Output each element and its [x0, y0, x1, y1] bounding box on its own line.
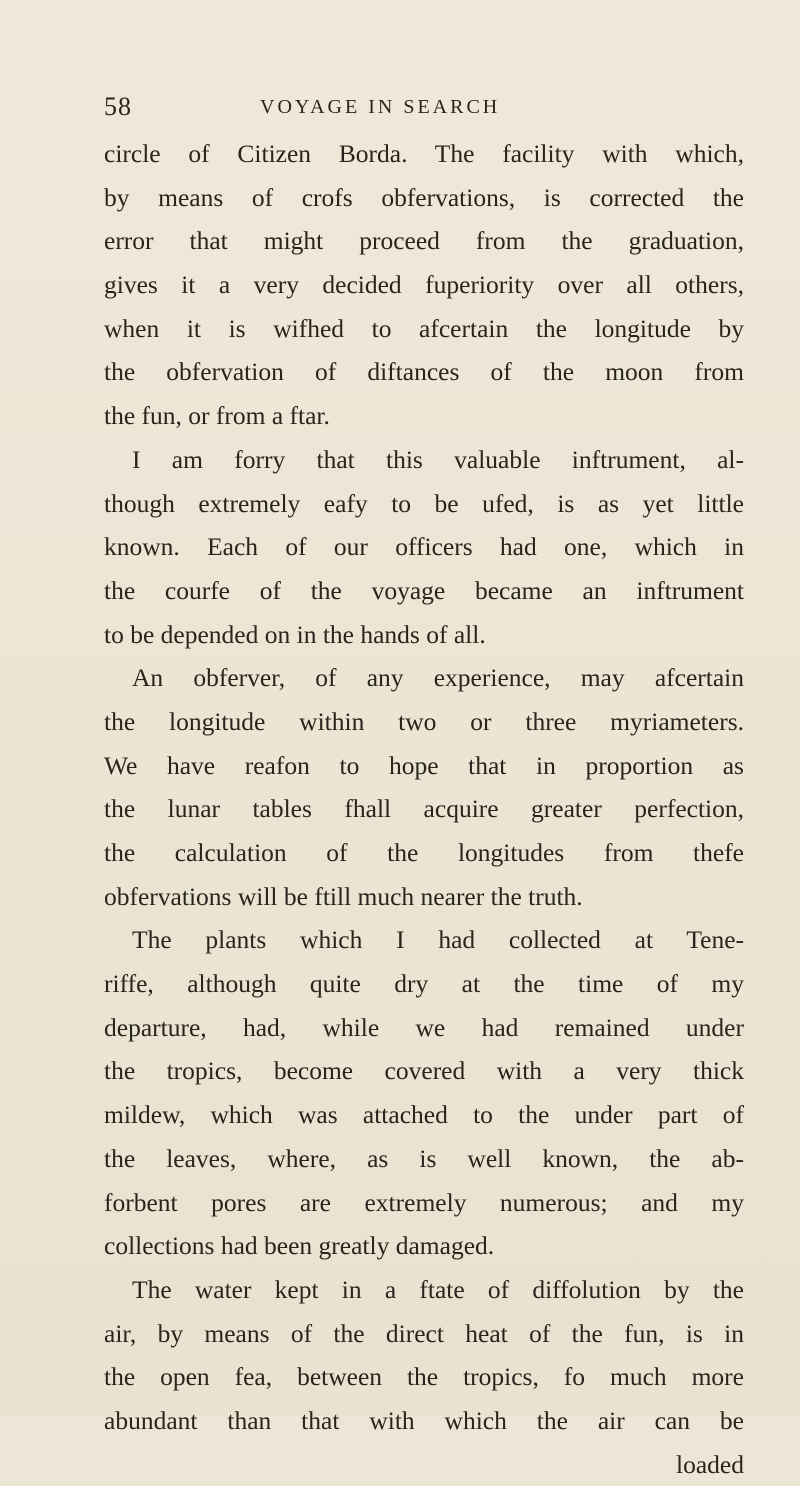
- text-line: departure, had, while we had remained under: [104, 1012, 744, 1042]
- text-line: the open fea, between the tropics, fo much more: [104, 1362, 744, 1392]
- text-line: the lunar tables fhall acquire greater perfection,: [104, 794, 744, 824]
- text-line: I am forry that this valuable inftrument, al-: [132, 444, 744, 474]
- text-line: to be depended on in the hands of all.: [104, 619, 486, 649]
- body-text: [104, 132, 744, 1486]
- page-number: 58: [104, 92, 132, 121]
- text-line: the courfe of the voyage became an inftrument: [104, 575, 744, 605]
- catchword: loaded: [676, 1449, 744, 1479]
- running-title: VOYAGE IN SEARCH: [260, 96, 501, 118]
- text-line: when it is wifhed to afcertain the longitude by: [104, 313, 744, 343]
- text-line: collections had been greatly damaged.: [104, 1231, 495, 1261]
- running-head: [104, 92, 744, 132]
- text-line: obfervations will be ftill much nearer the truth.: [104, 881, 583, 911]
- text-line: known. Each of our officers had one, which in: [104, 532, 744, 562]
- text-line: the tropics, become covered with a very thick: [104, 1056, 744, 1086]
- text-line: mildew, which was attached to the under part of: [104, 1100, 744, 1130]
- text-line: circle of Citizen Borda. The facility with which,: [104, 139, 744, 168]
- text-line: riffe, although quite dry at the time of my: [104, 969, 744, 999]
- text-line: though extremely eafy to be ufed, is as yet little: [104, 488, 744, 518]
- text-line: the longitude within two or three myriameters.: [104, 706, 744, 736]
- text-line: The water kept in a ftate of diffolution by the: [132, 1274, 744, 1304]
- text-line: error that might proceed from the graduation,: [104, 226, 744, 256]
- text-line: gives it a very decided fuperiority over all others,: [104, 270, 744, 300]
- text-line: by means of crofs obfervations, is corrected the: [104, 182, 744, 212]
- text-line: the calculation of the longitudes from thefe: [104, 838, 744, 867]
- text-line: We have reafon to hope that in proportion as: [104, 750, 744, 780]
- text-line: The plants which I had collected at Tene-: [132, 925, 744, 955]
- text-line: the obfervation of diftances of the moon from: [104, 357, 744, 387]
- text-line: abundant than that with which the air can be: [104, 1405, 744, 1435]
- text-line: An obferver, of any experience, may afcertain: [132, 663, 744, 693]
- text-line: forbent pores are extremely numerous; and my: [104, 1187, 744, 1217]
- text-line: the leaves, where, as is well known, the ab-: [104, 1143, 744, 1173]
- text-line: air, by means of the direct heat of the fun, is in: [104, 1318, 744, 1348]
- text-line: the fun, or from a ftar.: [104, 401, 330, 431]
